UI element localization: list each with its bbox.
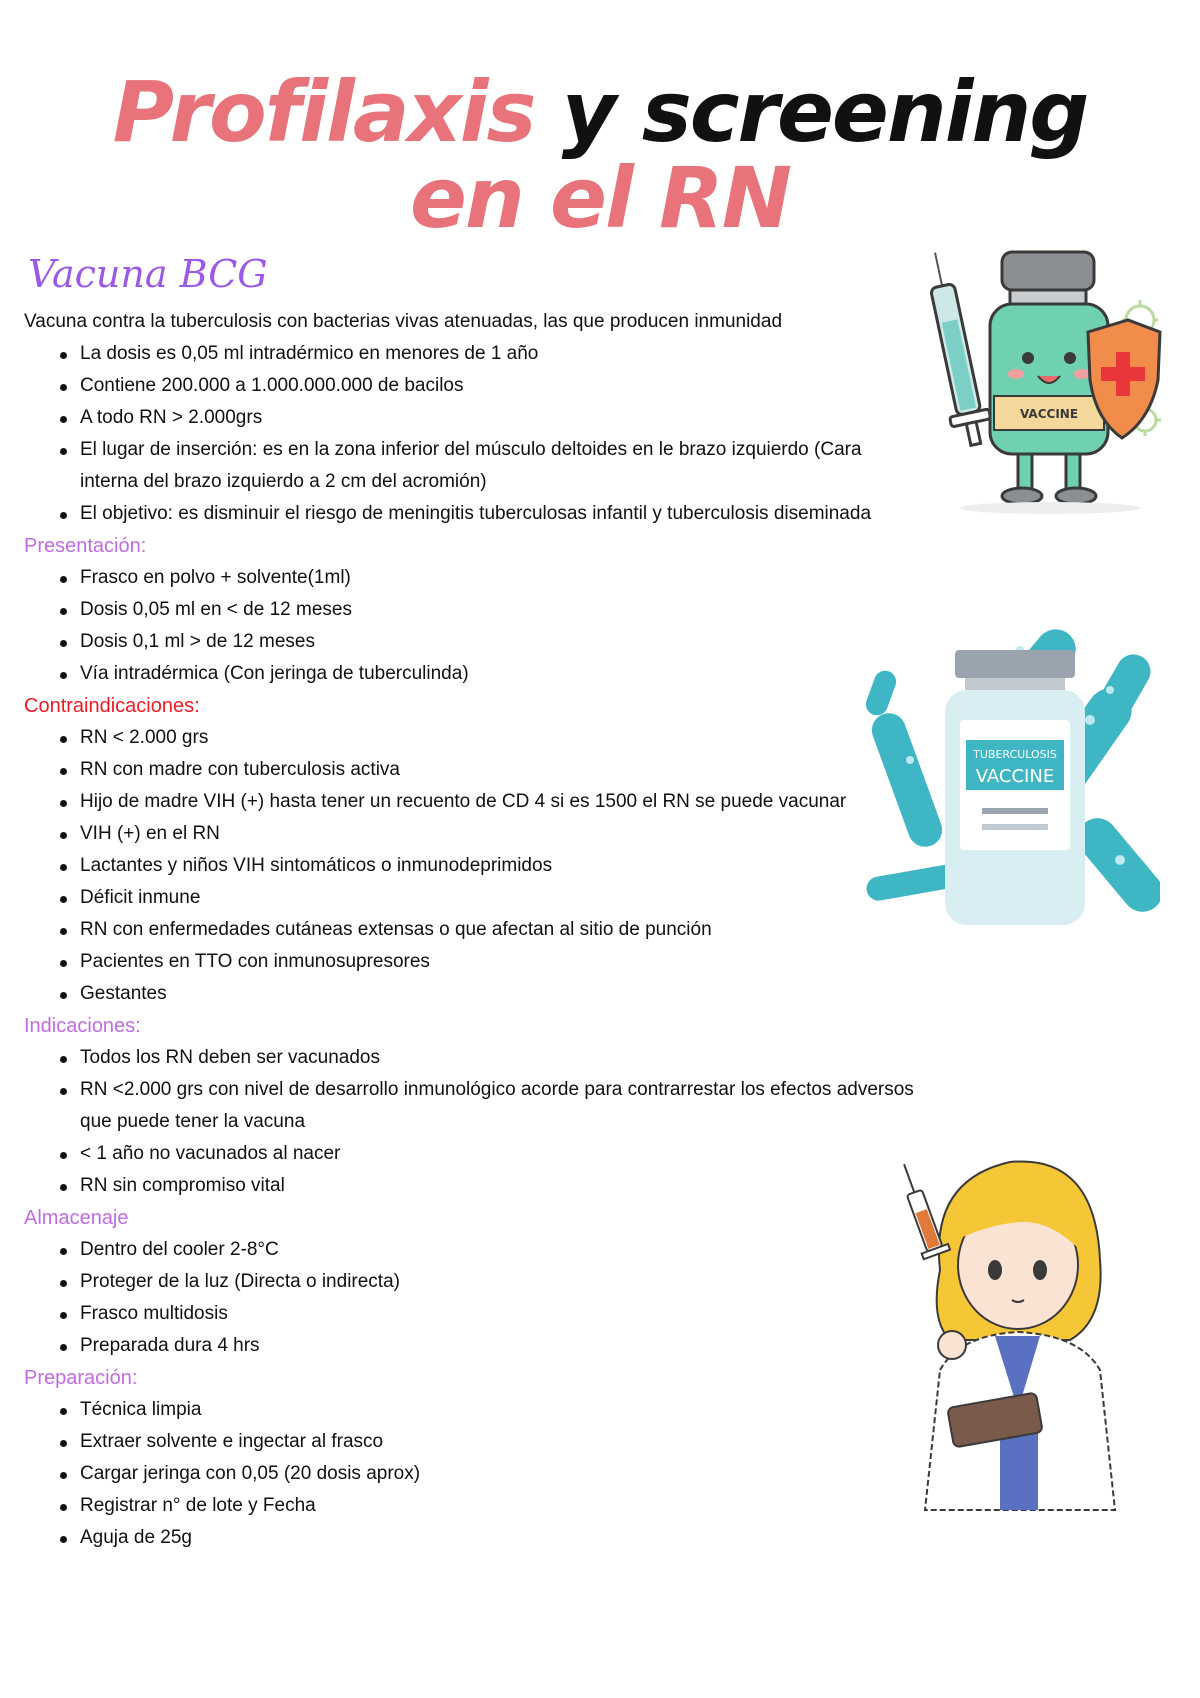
list-item: Registrar n° de lote y Fecha: [80, 1490, 924, 1522]
list-item: Dosis 0,05 ml en < de 12 meses: [80, 594, 924, 626]
list-item: Pacientes en TTO con inmunosupresores: [80, 946, 924, 978]
section-title-vacuna-bcg: Vacuna BCG: [28, 252, 268, 296]
vaccine-box-label-line-1: TUBERCULOSIS: [973, 748, 1057, 761]
heading-almacenaje: Almacenaje: [24, 1207, 129, 1229]
vaccine-box-label-line-2: VACCINE: [975, 766, 1055, 787]
tuberculosis-vaccine-illustration: [860, 610, 1160, 940]
syringe-icon: [915, 250, 995, 448]
list-item: Aguja de 25g: [80, 1522, 924, 1554]
vaccine-vial-character-illustration: [910, 250, 1180, 515]
list-item: Cargar jeringa con 0,05 (20 dosis aprox): [80, 1458, 924, 1490]
almacenaje-list: [24, 1234, 924, 1362]
heading-contraindicaciones: Contraindicaciones:: [24, 695, 200, 717]
list-item: Gestantes: [80, 978, 924, 1010]
list-item: VIH (+) en el RN: [80, 818, 924, 850]
heading-indicaciones: Indicaciones:: [24, 1015, 141, 1037]
list-item: La dosis es 0,05 ml intradérmico en menores de 1 año: [80, 338, 924, 370]
list-item: El objetivo: es disminuir el riesgo de meningitis tuberculosas infantil y tuberculosis diseminada: [80, 498, 924, 530]
heading-preparacion: Preparación:: [24, 1367, 138, 1389]
list-item: RN sin compromiso vital: [80, 1170, 924, 1202]
page-title-line-1: [0, 62, 1200, 162]
doctor-with-syringe-illustration: [900, 1150, 1160, 1520]
list-item: Vía intradérmica (Con jeringa de tuberculinda): [80, 658, 924, 690]
heading-presentacion: Presentación:: [24, 535, 147, 557]
list-item: Dosis 0,1 ml > de 12 meses: [80, 626, 924, 658]
list-item: Lactantes y niños VIH sintomáticos o inmunodeprimidos: [80, 850, 924, 882]
list-item: Proteger de la luz (Directa o indirecta): [80, 1266, 924, 1298]
list-item: Técnica limpia: [80, 1394, 924, 1426]
list-item: Frasco en polvo + solvente(1ml): [80, 562, 924, 594]
title-words-y-screening: y screening: [561, 63, 1088, 161]
list-item: A todo RN > 2.000grs: [80, 402, 924, 434]
list-item: Extraer solvente e ingectar al frasco: [80, 1426, 924, 1458]
contraindicaciones-list: [24, 722, 924, 1010]
vial-label-text: VACCINE: [1019, 407, 1079, 421]
intro-list: [24, 338, 924, 530]
list-item: Dentro del cooler 2-8°C: [80, 1234, 924, 1266]
presentacion-list: [24, 562, 924, 690]
page-title-line-2: en el RN: [409, 149, 790, 247]
title-word-profilaxis: Profilaxis: [112, 63, 535, 161]
preparacion-list: [24, 1394, 924, 1554]
intro-text: Vacuna contra la tuberculosis con bacterias vivas atenuadas, las que producen inmunidad: [24, 311, 783, 332]
list-item: El lugar de inserción: es en la zona inferior del músculo deltoides en le brazo izquierdo (Cara interna del brazo izquierdo a 2 cm del acromión): [80, 434, 924, 498]
list-item: < 1 año no vacunados al nacer: [80, 1138, 924, 1170]
list-item: RN < 2.000 grs: [80, 722, 924, 754]
list-item: Frasco multidosis: [80, 1298, 924, 1330]
list-item: Déficit inmune: [80, 882, 924, 914]
list-item: Preparada dura 4 hrs: [80, 1330, 924, 1362]
list-item: RN con madre con tuberculosis activa: [80, 754, 924, 786]
bottle-cap: [955, 650, 1075, 678]
document-content: [24, 306, 924, 1554]
list-item: Todos los RN deben ser vacunados: [80, 1042, 924, 1074]
indicaciones-list: [24, 1042, 924, 1202]
list-item: RN <2.000 grs con nivel de desarrollo inmunológico acorde para contrarrestar los efectos adversos que puede tener la vacuna: [80, 1074, 924, 1138]
vial-cap: [1002, 252, 1094, 290]
list-item: Hijo de madre VIH (+) hasta tener un recuento de CD 4 si es 1500 el RN se puede vacunar: [80, 786, 924, 818]
list-item: Contiene 200.000 a 1.000.000.000 de bacilos: [80, 370, 924, 402]
syringe-icon: [900, 1159, 950, 1259]
list-item: RN con enfermedades cutáneas extensas o que afectan al sitio de punción: [80, 914, 924, 946]
